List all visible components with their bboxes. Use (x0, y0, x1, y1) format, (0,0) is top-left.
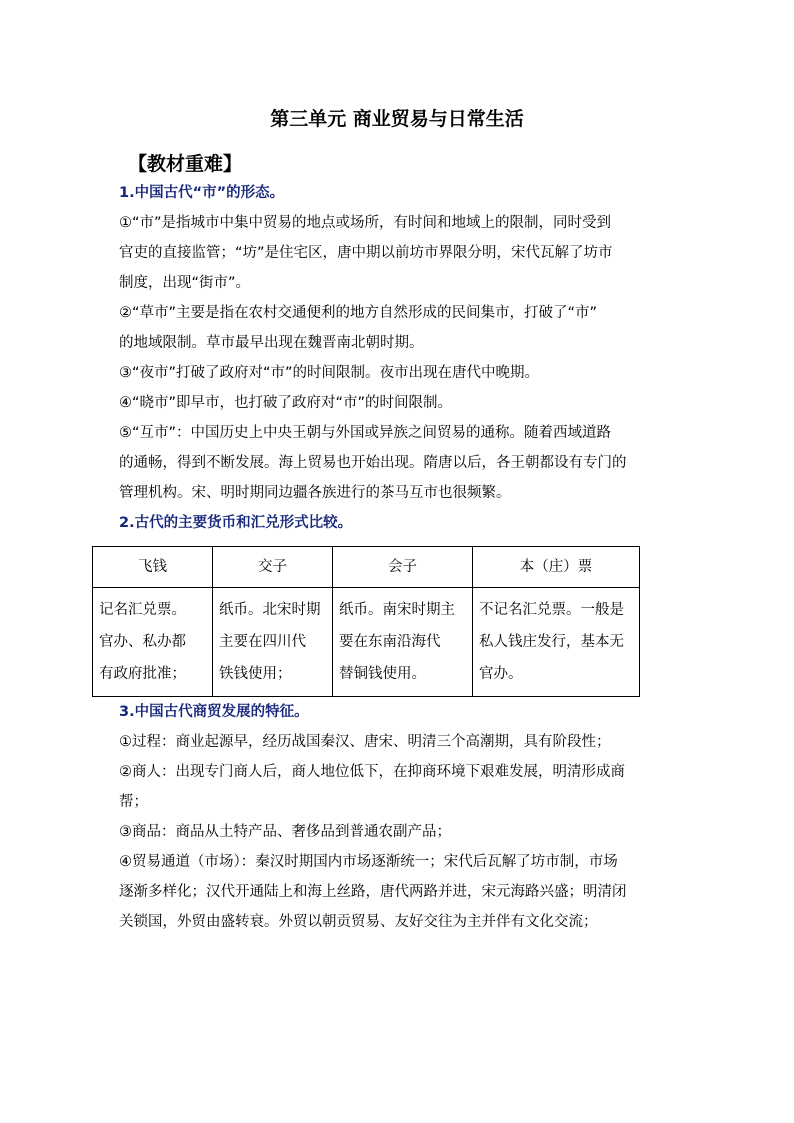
currency-comparison-table (92, 546, 640, 697)
cell-line: 纸币。北宋时期 (219, 602, 321, 618)
table-header-cell: 飞钱 (93, 547, 213, 588)
paragraph-line: ①“市”是指城市中集中贸易的地点或场所，有时间和地域上的限制，同时受到 (119, 215, 612, 231)
table-cell (473, 588, 640, 697)
table-header-cell: 交子 (213, 547, 333, 588)
paragraph-line: 帮； (119, 794, 148, 810)
paragraph-line: 逐渐多样化；汉代开通陆上和海上丝路，唐代两路并进，宋元海路兴盛；明清闭 (119, 884, 627, 900)
table-header-cell: 会子 (333, 547, 473, 588)
cell-line: 不记名汇兑票。一般是 (479, 602, 624, 618)
paragraph-line: ⑤“互市”：中国历史上中央王朝与外国或异族之间贸易的通称。随着西域道路 (119, 425, 612, 441)
paragraph-line: 管理机构。宋、明时期同边疆各族进行的茶马互市也很频繁。 (119, 485, 511, 501)
cell-line: 铁钱使用； (219, 666, 292, 682)
table-header-cell: 本（庄）票 (473, 547, 640, 588)
paragraph-line: 制度，出现“街市”。 (119, 275, 251, 291)
paragraph-line: ③“夜市”打破了政府对“市”的时间限制。夜市出现在唐代中晚期。 (119, 365, 540, 381)
paragraph-line: 关锁国，外贸由盛转衰。外贸以朝贡贸易、友好交往为主并伴有文化交流； (119, 914, 598, 930)
cell-line: 官办。 (479, 666, 523, 682)
paragraph-line: 官吏的直接监管；“坊”是住宅区，唐中期以前坊市界限分明，宋代瓦解了坊市 (119, 245, 613, 261)
cell-line: 纸币。南宋时期主 (339, 602, 455, 618)
part1-heading: 1.中国古代“市”的形态。 (119, 185, 285, 201)
table-header-row (93, 547, 640, 588)
table-cell (93, 588, 213, 697)
paragraph-line: ②商人：出现专门商人后，商人地位低下，在抑商环境下艰难发展，明清形成商 (119, 764, 625, 780)
table-cell (213, 588, 333, 697)
paragraph-line: ③商品：商品从土特产品、奢侈品到普通农副产品； (119, 824, 451, 840)
part3-heading: 3.中国古代商贸发展的特征。 (119, 704, 309, 720)
section-heading: 【教材重难】 (128, 153, 243, 175)
cell-line: 要在东南沿海代 (339, 634, 441, 650)
table-row (93, 588, 640, 697)
cell-line: 记名汇兑票。 (99, 602, 186, 618)
cell-line: 官办、私办都 (99, 634, 186, 650)
cell-line: 主要在四川代 (219, 634, 306, 650)
document-body (99, 178, 689, 937)
paragraph-line: ④“晓市”即早市，也打破了政府对“市”的时间限制。 (119, 395, 453, 411)
paragraph-line: ①过程：商业起源早，经历战国秦汉、唐宋、明清三个高潮期，具有阶段性； (119, 734, 611, 750)
paragraph-line: ②“草市”主要是指在农村交通便利的地方自然形成的民间集市，打破了“市” (119, 305, 598, 321)
paragraph-line: ④贸易通道（市场）：秦汉时期国内市场逐渐统一；宋代后瓦解了坊市制，市场 (119, 854, 618, 870)
paragraph-line: 的地域限制。草市最早出现在魏晋南北朝时期。 (119, 335, 424, 351)
cell-line: 有政府批准； (99, 666, 186, 682)
cell-line: 替铜钱使用。 (339, 666, 426, 682)
table-cell (333, 588, 473, 697)
paragraph-line: 的通畅，得到不断发展。海上贸易也开始出现。隋唐以后，各王朝都设有专门的 (119, 455, 627, 471)
part2-heading: 2.古代的主要货币和汇兑形式比较。 (119, 515, 353, 531)
cell-line: 私人钱庄发行，基本无 (479, 634, 624, 650)
page-title: 第三单元 商业贸易与日常生活 (270, 108, 524, 130)
